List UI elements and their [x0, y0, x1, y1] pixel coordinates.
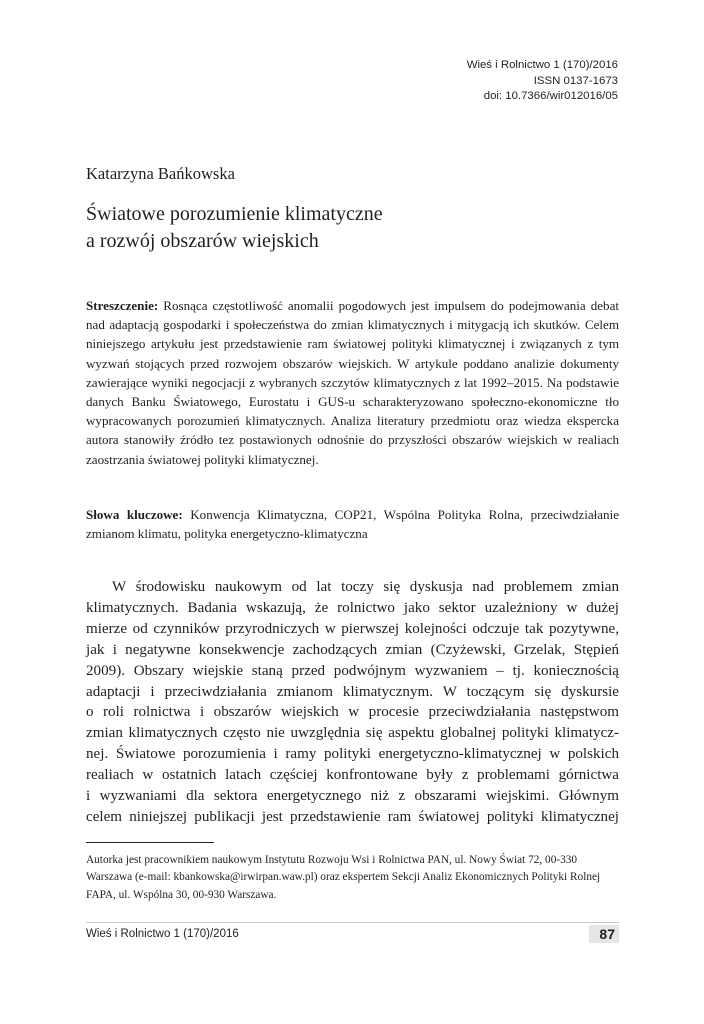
body-line: W środowisku naukowym od lat toczy się dyskusja nad problemem zmian — [112, 579, 619, 595]
body-line: i wyzwaniami dla sektora energetycznego niż z obszarami wiejskimi. Głównym — [86, 788, 619, 805]
body-line: jak i negatywne konsekwencje zachodzących zmian (Czyżewski, Grzelak, Stępień — [86, 641, 619, 658]
body-line: mierze od czynników przyrodniczych w pierwszej kolejności odczuje tak pozytywne, — [86, 620, 619, 637]
abstract-label: Streszczenie: — [86, 298, 159, 313]
body-line: celem niniejszej publikacji jest przedstawienie ram światowej polityki klimatycznej — [86, 808, 619, 825]
journal-header — [467, 58, 618, 105]
body-paragraph — [86, 577, 619, 828]
keywords-label: Słowa kluczowe: — [86, 507, 183, 522]
doi: doi: 10.7366/wir012016/05 — [483, 90, 618, 103]
title-line-1: Światowe porozumienie klimatyczne — [86, 203, 383, 225]
author-name: Katarzyna Bańkowska — [86, 164, 235, 183]
keywords-text: Konwencja Klimatyczna, COP21, Wspólna Polityka Rolna, przeciwdziałanie zmianom klimatu, polityka energetyczno-klimatyczna — [86, 507, 619, 542]
body-line: o roli rolnictwa i obszarów wiejskich w procesie przeciwdziałania następstwom — [86, 704, 619, 721]
body-line: nej. Światowe porozumienia i ramy polityki energetyczno-klimatycznej w polskich — [86, 746, 619, 763]
abstract — [86, 296, 619, 469]
footnote: Autorka jest pracownikiem naukowym Instytutu Rozwoju Wsi i Rolnictwa PAN, ul. Nowy Świat 72, 00-330 Warszawa (e-mail: kbankowska@irwirpan.waw.pl) oraz ekspertem Sekcji Analiz Ekonomicznych Polityki Rolnej FAPA, ul. Wspólna 30, 00-930 Warszawa. — [86, 854, 601, 901]
footnote-divider — [86, 842, 214, 843]
title-line-2: a rozwój obszarów wiejskich — [86, 230, 319, 252]
page-number: 87 — [589, 925, 619, 943]
abstract-text: Rosnąca częstotliwość anomalii pogodowych jest impulsem do podejmowania debat nad adaptacją gospodarki i społeczeństwa do zmian klimatycznych i mitygacją ich skutków. Celem niniejszego artykułu jest przedstawienie ram światowej polityki klimatycznej i związanych z tym wyzwań stojących przed rozwojem obszarów wiejskich. W artykule poddano analizie dokumenty zawierające wyniki negocjacji z wybranych szczytów klimatycznych z lat 1992–2015. Na podstawie danych Banku Światowego, Eurostatu i GUS-u scharakteryzowano społeczno-ekonomiczne tło wypracowanych porozumień klimatycznych. Analiza literatury przedmiotu oraz wiedza ekspercka autora stanowiły źródło tez postawionych odnośnie do przyszłości obszarów wiejskich w realiach zaostrzania światowej polityki klimatycznej. — [86, 298, 619, 467]
issn: ISSN 0137-1673 — [533, 74, 618, 87]
body-line: 2009). Obszary wiejskie staną przed podwójnym wyzwaniem – tj. koniecznością — [86, 662, 619, 679]
article-title — [86, 201, 626, 255]
body-line: adaptacji i przeciwdziałania zmianom klimatycznym. W toczącym się dyskursie — [86, 683, 619, 700]
page-footer — [86, 922, 619, 943]
journal-issue: Wieś i Rolnictwo 1 (170)/2016 — [466, 59, 618, 71]
body-line: zmian klimatycznych często nie uwzględnia się aspektu globalnej polityki klimatycz- — [86, 725, 619, 742]
body-line: klimatycznych. Badania wskazują, że rolnictwo jako sektor uzależniony w dużej — [86, 599, 619, 616]
body-line: realiach w ostatnich latach częściej konfrontowane były z problemami górnictwa — [86, 767, 619, 784]
keywords — [86, 505, 619, 543]
footer-journal: Wieś i Rolnictwo 1 (170)/2016 — [86, 928, 239, 940]
